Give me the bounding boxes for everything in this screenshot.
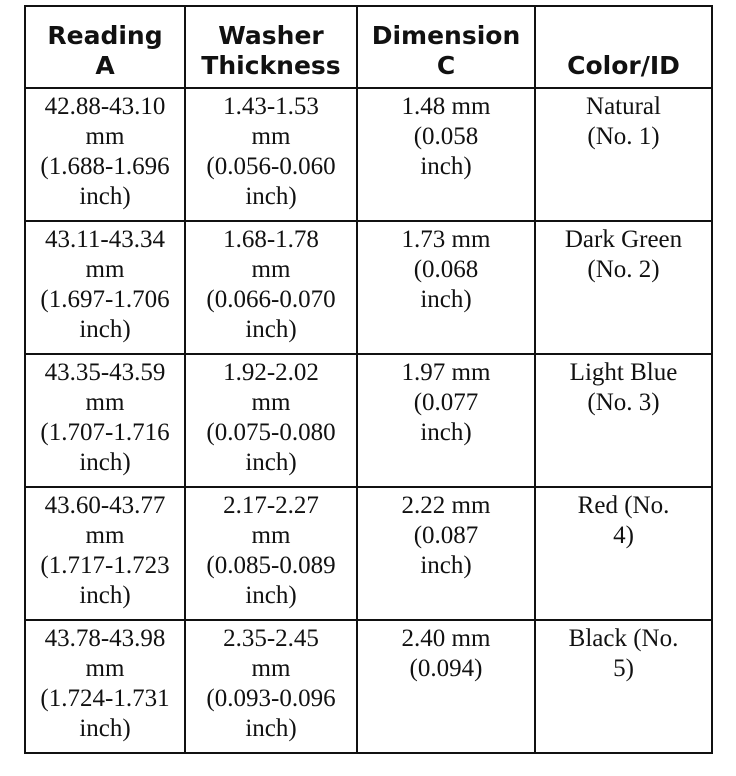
cell-line: (No. 1) (587, 123, 660, 150)
cell-line: Red (No. (577, 492, 670, 519)
cell-line: Black (No. (568, 625, 679, 652)
cell-line: (0.075-0.080 (206, 419, 336, 446)
cell-line: mm (85, 655, 125, 682)
cell-washer-thickness (185, 620, 357, 753)
cell-line: 43.60-43.77 (44, 492, 166, 519)
cell-line: 43.11-43.34 (45, 226, 165, 253)
cell-line: mm (85, 522, 125, 549)
cell-line: 1.43-1.53 (223, 93, 319, 120)
cell-reading-a (25, 221, 185, 354)
cell-line: (0.087 (413, 522, 479, 549)
cell-line: inch) (420, 552, 472, 579)
cell-line: 43.78-43.98 (44, 625, 166, 652)
cell-line: 2.35-2.45 (223, 625, 319, 652)
cell-line: (No. 2) (587, 256, 660, 283)
cell-line: (1.717-1.723 (40, 552, 170, 579)
cell-line: 1.97 mm (401, 359, 491, 386)
cell-washer-thickness (185, 487, 357, 620)
header-washer-thickness (185, 6, 357, 88)
cell-line: inch) (245, 582, 297, 609)
cell-reading-a (25, 354, 185, 487)
table-row (25, 354, 712, 487)
cell-line: inch) (245, 715, 297, 742)
header-color-id (535, 6, 712, 88)
cell-line: (No. 3) (587, 389, 660, 416)
cell-color-id (535, 88, 712, 221)
header-reading-a (25, 6, 185, 88)
cell-line: 1.92-2.02 (223, 359, 319, 386)
cell-line: mm (251, 655, 291, 682)
cell-line: 5) (613, 655, 634, 682)
cell-line: (0.093-0.096 (206, 685, 336, 712)
header-row (25, 6, 712, 88)
header-text: Dimension (371, 21, 521, 50)
cell-line: mm (251, 522, 291, 549)
cell-dimension-c (357, 221, 535, 354)
cell-line: 1.73 mm (401, 226, 491, 253)
cell-washer-thickness (185, 354, 357, 487)
header-text: A (95, 51, 115, 80)
cell-line: 2.17-2.27 (223, 492, 319, 519)
table-row (25, 620, 712, 753)
cell-color-id (535, 487, 712, 620)
cell-line: Dark Green (564, 226, 683, 253)
cell-color-id (535, 354, 712, 487)
cell-reading-a (25, 620, 185, 753)
header-text: Color/ID (567, 51, 680, 80)
table-row (25, 487, 712, 620)
cell-line: Light Blue (569, 359, 678, 386)
cell-line: mm (85, 256, 125, 283)
cell-line: (1.724-1.731 (40, 685, 170, 712)
cell-line: (0.066-0.070 (206, 286, 336, 313)
header-text: Reading (47, 21, 163, 50)
cell-line: (0.056-0.060 (206, 153, 336, 180)
cell-line: 1.48 mm (401, 93, 491, 120)
cell-washer-thickness (185, 88, 357, 221)
cell-line: inch) (420, 153, 472, 180)
cell-line: 1.68-1.78 (223, 226, 319, 253)
header-dimension-c (357, 6, 535, 88)
cell-line: mm (85, 389, 125, 416)
cell-line: mm (251, 256, 291, 283)
cell-line: mm (85, 123, 125, 150)
cell-line: inch) (245, 449, 297, 476)
cell-line: (0.058 (413, 123, 479, 150)
cell-reading-a (25, 88, 185, 221)
cell-line: (1.707-1.716 (40, 419, 170, 446)
cell-line: (0.085-0.089 (206, 552, 336, 579)
cell-dimension-c (357, 487, 535, 620)
cell-line: 2.22 mm (401, 492, 491, 519)
cell-line: inch) (79, 582, 131, 609)
cell-line: (1.688-1.696 (40, 153, 170, 180)
table-row (25, 221, 712, 354)
cell-line: (0.068 (413, 256, 479, 283)
cell-line: inch) (79, 449, 131, 476)
cell-line: 43.35-43.59 (44, 359, 166, 386)
cell-line: inch) (79, 183, 131, 210)
cell-line: mm (251, 389, 291, 416)
cell-color-id (535, 221, 712, 354)
cell-line: Natural (586, 93, 661, 120)
cell-line: 4) (613, 522, 634, 549)
cell-dimension-c (357, 620, 535, 753)
cell-line: (0.077 (413, 389, 479, 416)
washer-spec-table (24, 5, 713, 754)
cell-line: mm (251, 123, 291, 150)
cell-reading-a (25, 487, 185, 620)
cell-color-id (535, 620, 712, 753)
cell-line: 2.40 mm (401, 625, 491, 652)
cell-dimension-c (357, 88, 535, 221)
cell-line: inch) (245, 183, 297, 210)
cell-line: (0.094) (409, 655, 483, 682)
table-row (25, 88, 712, 221)
cell-line: inch) (420, 286, 472, 313)
cell-line: (1.697-1.706 (40, 286, 170, 313)
header-text: Washer (218, 21, 324, 50)
cell-washer-thickness (185, 221, 357, 354)
cell-dimension-c (357, 354, 535, 487)
header-text: Thickness (201, 51, 341, 80)
cell-line: inch) (245, 316, 297, 343)
header-text: C (436, 51, 456, 80)
cell-line: inch) (420, 419, 472, 446)
cell-line: inch) (79, 316, 131, 343)
cell-line: 42.88-43.10 (44, 93, 166, 120)
cell-line: inch) (79, 715, 131, 742)
